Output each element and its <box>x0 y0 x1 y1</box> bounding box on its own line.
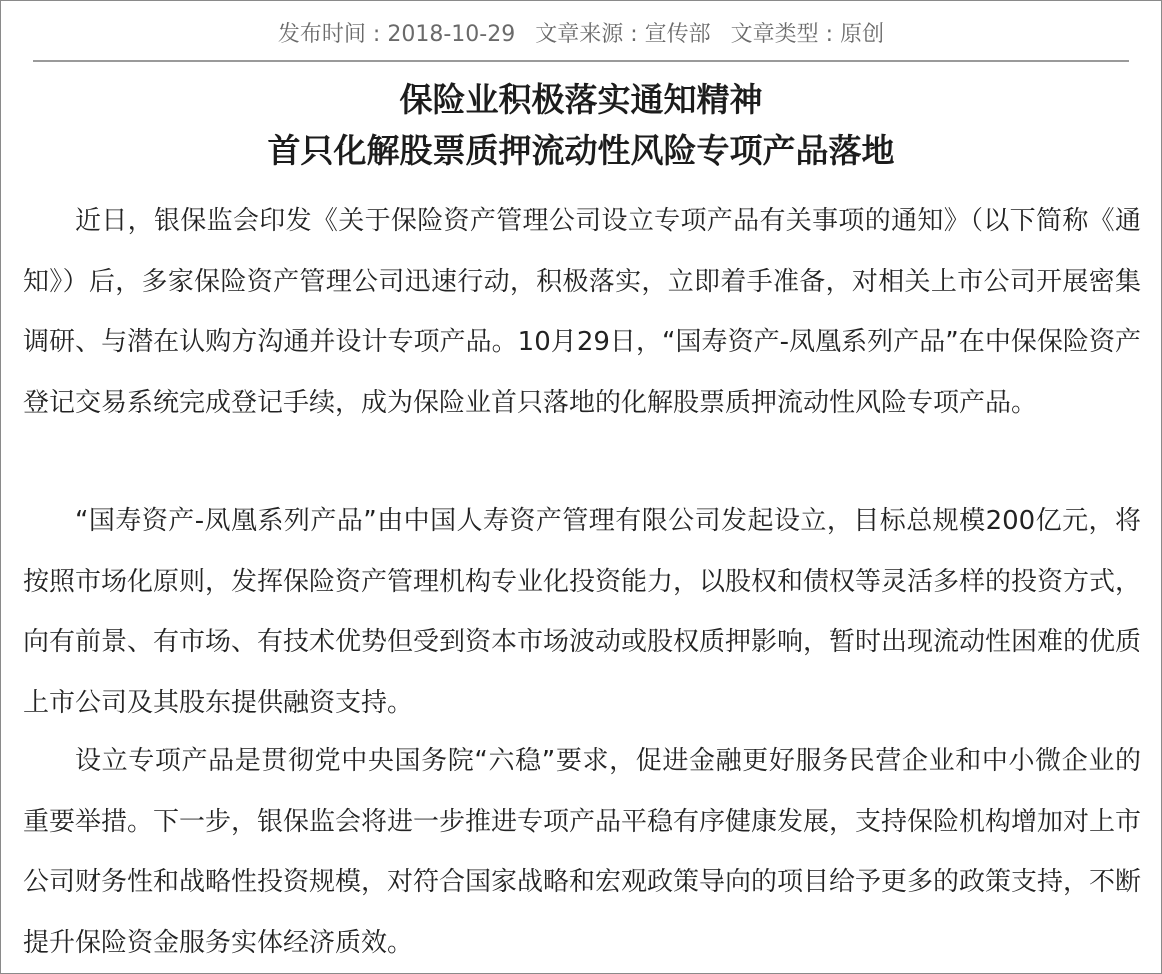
type-value: 原创 <box>840 22 885 47</box>
source-label: 文章来源 <box>535 22 624 47</box>
type-label: 文章类型 <box>730 22 819 47</box>
article-meta: 发布时间 : 2018-10-29 文章来源 : 宣传部 文章类型 : 原创 <box>277 22 885 47</box>
article-paragraph-3: 设立专项产品是贯彻党中央国务院“六稳”要求，促进金融更好服务民营企业和中小微企业的重要举措。下一步，银保监会将进一步推进专项产品平稳有序健康发展，支持保险机构增加对上市公司财务性和战略性投资规模，对符合国家战略和宏观政策导向的项目给予更多的政策支持，不断提升保险资金服务实体经济质效。 <box>23 746 1142 958</box>
publish-time-label: 发布时间 <box>277 22 366 47</box>
article-title-line-2: 首只化解股票质押流动性风险专项产品落地 <box>267 131 895 170</box>
header-divider <box>33 60 1129 62</box>
article-paragraph-2: “国寿资产-凤凰系列产品”由中国人寿资产管理有限公司发起设立，目标总规模200亿元，将按照市场化原则，发挥保险资产管理机构专业化投资能力，以股权和债权等灵活多样的投资方式，向有前景、有市场、有技术优势但受到资本市场波动或股权质押影响，暂时出现流动性困难的优质上市公司及其股东提供融资支持。 <box>23 506 1142 718</box>
source-value: 宣传部 <box>644 22 711 47</box>
article-paragraph-1: 近日，银保监会印发《关于保险资产管理公司设立专项产品有关事项的通知》（以下简称《通知》）后，多家保险资产管理公司迅速行动，积极落实，立即着手准备，对相关上市公司开展密集调研、与潜在认购方沟通并设计专项产品。10月29日，“国寿资产-凤凰系列产品”在中保保险资产登记交易系统完成登记手续，成为保险业首只落地的化解股票质押流动性风险专项产品。 <box>23 206 1141 418</box>
article-title-line-1: 保险业积极落实通知精神 <box>399 80 763 119</box>
publish-time-value: 2018-10-29 <box>387 22 516 47</box>
